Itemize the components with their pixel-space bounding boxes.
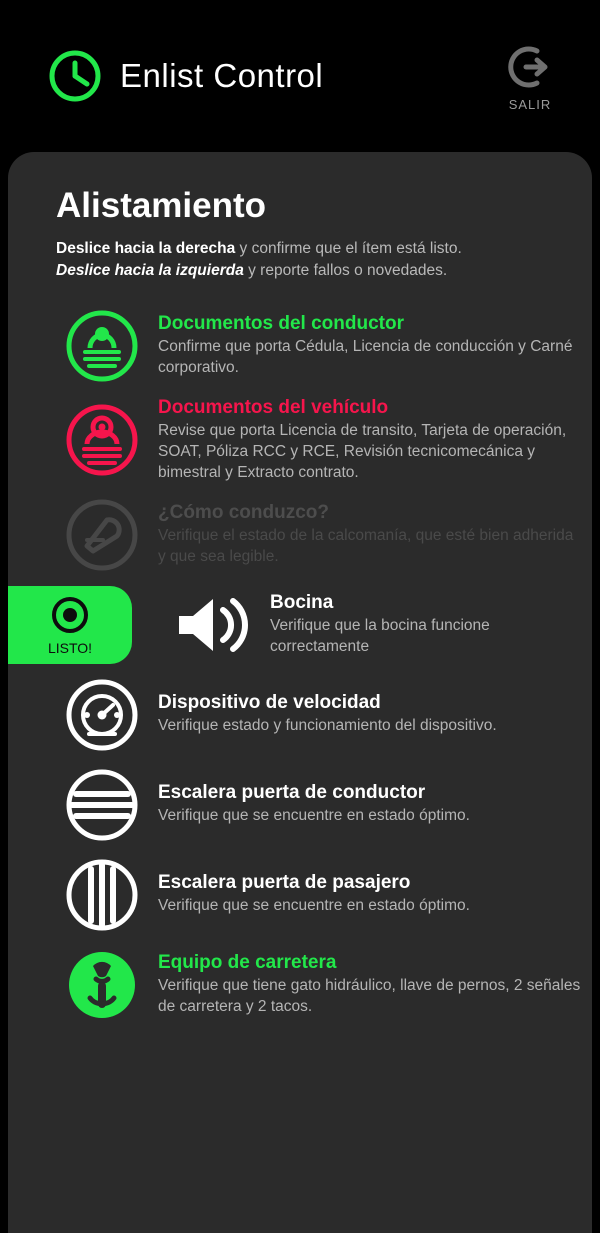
instruction-left-rest: y reporte fallos o novedades. [243,262,448,280]
list-item[interactable] [8,301,592,391]
list-item-title: Documentos del conductor [158,313,404,335]
driver-documents-icon [46,307,158,385]
circle-dot-icon [49,594,91,636]
check-circle-icon [48,49,102,103]
instructions [8,226,592,283]
list-item-title: ¿Cómo conduzco? [158,501,329,523]
list-item-text [158,952,592,1018]
instruction-right-bold: Deslice hacia la derecha [56,240,236,257]
list-item-desc: Revise que porta Licencia de transito, Tarjeta de operación, SOAT, Póliza RCC y RCE, Revisión tecnicomecánica y bimestral y Extracto contrato. [158,421,567,481]
list-item-title: Equipo de carretera [158,951,337,973]
list-item[interactable] [8,670,592,760]
list-item-desc: Verifique que se encuentre en estado óptimo. [158,897,470,915]
list-item-text [158,397,592,484]
list-item-title: Escalera puerta de pasajero [158,872,411,894]
road-equipment-icon [46,946,158,1024]
list-item[interactable] [8,940,592,1030]
list-item-title: Escalera puerta de conductor [158,782,426,804]
list-item-text [158,872,592,917]
list-item-desc: Verifique que se encuentre en estado óptimo. [158,807,470,825]
instruction-swipe-right [56,238,552,260]
list-item-text [158,313,592,379]
logout-button[interactable] [504,41,556,112]
list-item-text [158,692,592,737]
brand-title: Enlist Control [120,57,324,94]
driver-door-ladder-icon [46,766,158,844]
app-header [0,0,600,152]
swipe-ready-label: LISTO! [47,639,93,656]
list-item[interactable] [8,760,592,850]
checklist-panel [8,152,592,1233]
horn-icon [158,590,270,660]
logout-icon [504,41,556,93]
list-item[interactable] [8,580,592,670]
speed-device-icon [46,676,158,754]
swipe-ready-action[interactable] [8,586,132,664]
instruction-left-bold: Deslice hacia la izquierda [56,262,244,280]
list-item-text [158,502,592,568]
list-item-desc: Verifique que la bocina funcione correctamente [270,616,490,655]
instruction-right-rest: y confirme que el ítem está listo. [235,240,462,257]
list-item[interactable] [8,850,592,940]
passenger-door-ladder-icon [46,856,158,934]
vehicle-documents-icon [46,401,158,479]
list-item-title: Bocina [270,591,334,613]
checklist [8,301,592,1030]
logout-label: SALIR [508,96,552,112]
list-item-desc: Confirme que porta Cédula, Licencia de conducción y Carné corporativo. [158,338,573,376]
list-item-desc: Verifique estado y funcionamiento del dispositivo. [158,717,497,735]
how-do-i-drive-icon [46,496,158,574]
brand [48,49,504,103]
list-item-text [158,782,592,827]
list-item[interactable] [8,391,592,490]
list-item-desc: Verifique que tiene gato hidráulico, llave de pernos, 2 señales de carretera y 2 tacos. [158,976,581,1015]
list-item-text [270,592,592,658]
list-item[interactable] [8,490,592,580]
list-item-title: Dispositivo de velocidad [158,692,381,714]
list-item-title: Documentos del vehículo [158,396,389,418]
instruction-swipe-left [56,260,552,282]
page-title: Alistamiento [56,186,267,225]
list-item-desc: Verifique el estado de la calcomanía, que esté bien adherida y que sea legible. [158,526,574,565]
